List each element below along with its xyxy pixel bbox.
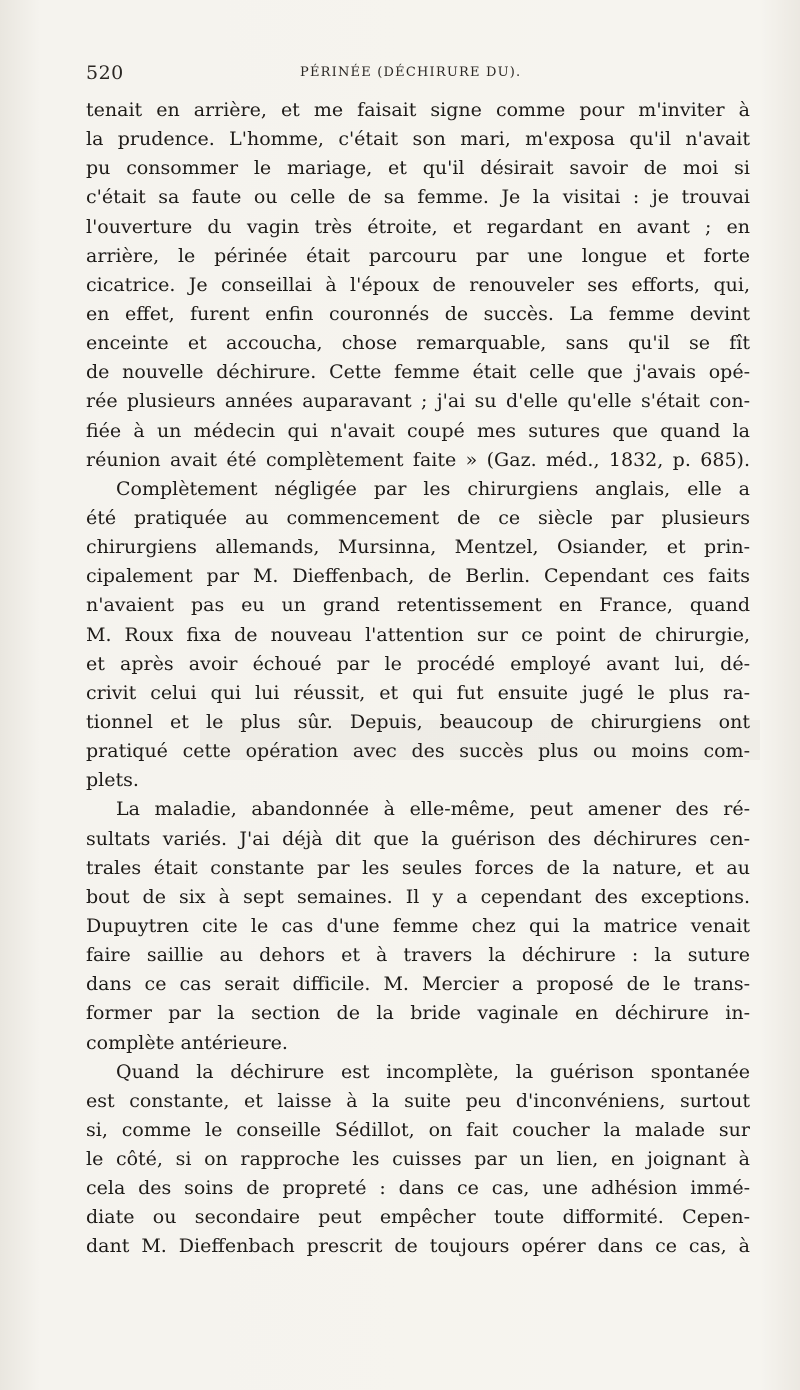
text-line: cipalement par M. Dieffenbach, de Berlin. Cependant ces faits bbox=[86, 565, 750, 588]
text-line: la prudence. L'homme, c'était son mari, m'exposa qu'il n'avait bbox=[86, 128, 750, 151]
text-line: cela des soins de propreté : dans ce cas, une adhésion immé- bbox=[86, 1177, 750, 1200]
text-line: été pratiquée au commencement de ce siècle par plusieurs bbox=[86, 506, 750, 529]
text-line: en effet, furent enfin couronnés de succès. La femme devint bbox=[86, 302, 750, 325]
text-line: enceinte et accoucha, chose remarquable, sans qu'il se fît bbox=[86, 332, 750, 355]
text-line: fiée à un médecin qui n'avait coupé mes sutures que quand la bbox=[86, 419, 750, 442]
text-line: faire saillie au dehors et à travers la déchirure : la suture bbox=[86, 944, 750, 967]
text-line: réunion avait été complètement faite » (Gaz. méd., 1832, p. 685). bbox=[86, 448, 750, 471]
text-line: chirurgiens allemands, Mursinna, Mentzel, Osiander, et prin- bbox=[86, 536, 750, 559]
text-line: tenait en arrière, et me faisait signe comme pour m'inviter à bbox=[86, 99, 750, 121]
text-line: M. Roux fixa de nouveau l'attention sur ce point de chirurgie, bbox=[86, 623, 750, 646]
text-line: bout de six à sept semaines. Il y a cependant des exceptions. bbox=[86, 885, 750, 908]
text-line: l'ouverture du vagin très étroite, et regardant en avant ; en bbox=[86, 215, 750, 238]
text-line: pratiqué cette opération avec des succès plus ou moins com- bbox=[86, 740, 750, 763]
text-line: n'avaient pas eu un grand retentissement en France, quand bbox=[86, 594, 750, 617]
text-line: tionnel et le plus sûr. Depuis, beaucoup de chirurgiens ont bbox=[86, 710, 750, 733]
text-line: pu consommer le mariage, et qu'il désirait savoir de moi si bbox=[86, 157, 750, 180]
paragraph-end-line: complète antérieure. bbox=[86, 1031, 288, 1054]
text-line: sultats variés. J'ai déjà dit que la guérison des déchirures cen- bbox=[86, 827, 750, 850]
body-text bbox=[86, 96, 750, 1262]
text-line: si, comme le conseille Sédillot, on fait coucher la malade sur bbox=[86, 1118, 750, 1141]
text-line: Dupuytren cite le cas d'une femme chez qui la matrice venait bbox=[86, 914, 750, 937]
running-head: PÉRINÉE (DÉCHIRURE DU). bbox=[300, 65, 522, 80]
paragraph-start-line: La maladie, abandonnée à elle-même, peut amener des ré- bbox=[116, 798, 750, 821]
text-line: dans ce cas serait difficile. M. Mercier a proposé de le trans- bbox=[86, 973, 750, 996]
paragraph-start-line: Complètement négligée par les chirurgiens anglais, elle a bbox=[116, 477, 750, 500]
text-line: crivit celui qui lui réussit, et qui fut ensuite jugé le plus ra- bbox=[86, 681, 750, 704]
text-line: de nouvelle déchirure. Cette femme était celle que j'avais opé- bbox=[86, 361, 750, 384]
text-line: rée plusieurs années auparavant ; j'ai su d'elle qu'elle s'était con- bbox=[86, 390, 750, 413]
text-line: diate ou secondaire peut empêcher toute difformité. Cepen- bbox=[86, 1206, 750, 1229]
text-line: arrière, le périnée était parcouru par une longue et forte bbox=[86, 244, 750, 267]
paragraph-start-line: Quand la déchirure est incomplète, la guérison spontanée bbox=[116, 1060, 750, 1083]
text-line: former par la section de la bride vaginale en déchirure in- bbox=[86, 1002, 750, 1025]
text-line: le côté, si on rapproche les cuisses par un lien, en joignant à bbox=[86, 1148, 750, 1171]
text-line: cicatrice. Je conseillai à l'époux de renouveler ses efforts, qui, bbox=[86, 273, 750, 296]
text-line: c'était sa faute ou celle de sa femme. Je la visitai : je trouvai bbox=[86, 186, 750, 209]
text-line: trales était constante par les seules forces de la nature, et au bbox=[86, 856, 750, 879]
page-header bbox=[86, 62, 750, 88]
text-line: dant M. Dieffenbach prescrit de toujours opérer dans ce cas, à bbox=[86, 1235, 750, 1258]
text-line: est constante, et laisse à la suite peu d'inconvéniens, surtout bbox=[86, 1089, 750, 1112]
paragraph-end-line: plets. bbox=[86, 769, 139, 792]
page-number: 520 bbox=[86, 62, 124, 84]
text-line: et après avoir échoué par le procédé employé avant lui, dé- bbox=[86, 652, 750, 675]
